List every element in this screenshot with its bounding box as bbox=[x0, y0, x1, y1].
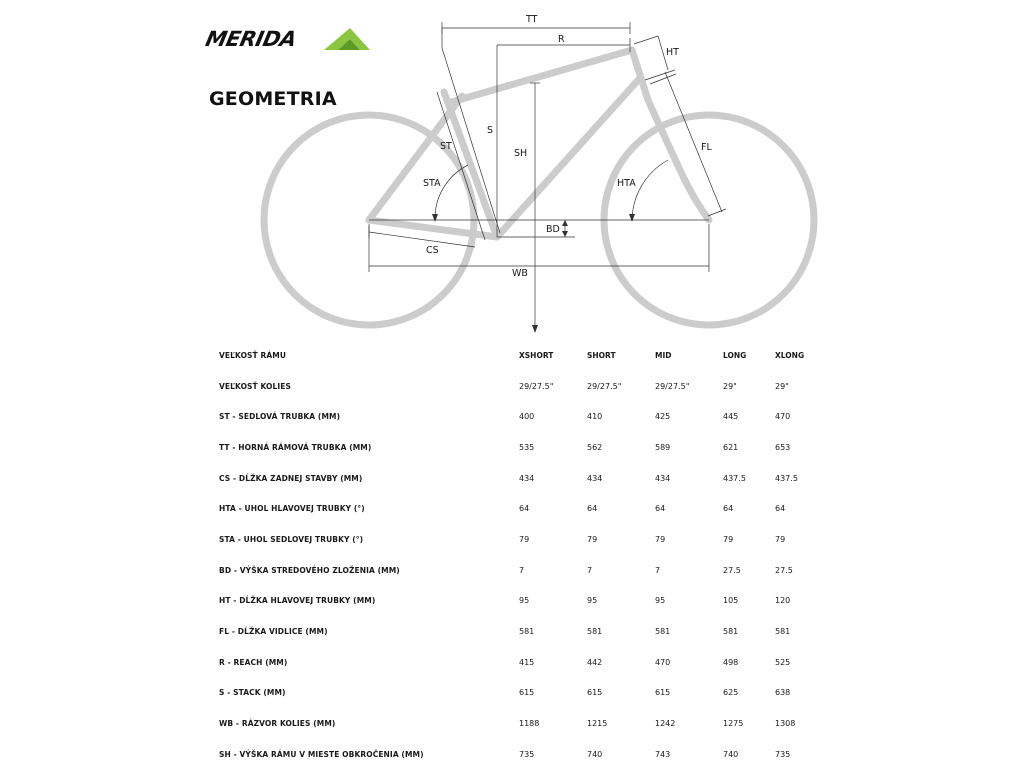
row-value: 581 bbox=[723, 627, 739, 637]
row-label: VEĽKOSŤ KOLIES bbox=[219, 381, 292, 391]
row-value: 1188 bbox=[519, 719, 540, 729]
row-value: 434 bbox=[519, 473, 535, 483]
row-value: 29" bbox=[723, 381, 737, 391]
row-value: 27.5 bbox=[723, 565, 741, 575]
row-value: 562 bbox=[587, 442, 603, 452]
table-row bbox=[219, 493, 825, 524]
row-value: 437.5 bbox=[723, 473, 746, 483]
row-value: 29" bbox=[775, 381, 789, 391]
label-hta: HTA bbox=[617, 178, 636, 189]
bike-geometry-diagram bbox=[0, 0, 1024, 345]
row-value: 79 bbox=[519, 534, 530, 544]
table-row bbox=[219, 586, 825, 617]
row-label: BD - VÝŠKA STREDOVÉHO ZLOŽENIA (MM) bbox=[219, 565, 400, 575]
row-label: S - STACK (MM) bbox=[219, 688, 286, 698]
row-value: 735 bbox=[519, 749, 535, 759]
row-value: 442 bbox=[587, 657, 603, 667]
row-value: 7 bbox=[519, 565, 525, 575]
row-value: 64 bbox=[587, 504, 598, 514]
row-value: 615 bbox=[655, 688, 671, 698]
table-row bbox=[219, 463, 825, 494]
row-label: SH - VÝŠKA RÁMU V MIESTE OBKROČENIA (MM) bbox=[219, 749, 424, 759]
header-size: MID bbox=[655, 350, 672, 360]
bike-frame bbox=[369, 50, 709, 237]
row-label: ST - SEDLOVÁ TRUBKA (MM) bbox=[219, 412, 341, 422]
row-value: 653 bbox=[775, 442, 791, 452]
row-value: 445 bbox=[723, 412, 739, 422]
label-s: S bbox=[487, 125, 494, 136]
row-value: 95 bbox=[519, 596, 530, 606]
row-value: 410 bbox=[587, 412, 603, 422]
row-value: 27.5 bbox=[775, 565, 793, 575]
row-value: 7 bbox=[655, 565, 661, 575]
header-size: XSHORT bbox=[519, 350, 554, 360]
header-label: VEĽKOSŤ RÁMU bbox=[219, 350, 287, 360]
row-value: 470 bbox=[655, 657, 671, 667]
table-row bbox=[219, 401, 825, 432]
row-value: 1242 bbox=[655, 719, 676, 729]
header-size: SHORT bbox=[587, 350, 616, 360]
row-value: 425 bbox=[655, 412, 671, 422]
row-value: 589 bbox=[655, 442, 671, 452]
label-sta: STA bbox=[423, 178, 441, 189]
row-value: 470 bbox=[775, 412, 791, 422]
row-value: 581 bbox=[519, 627, 535, 637]
row-label: STA - UHOL SEDLOVEJ TRUBKY (°) bbox=[219, 534, 364, 544]
row-value: 621 bbox=[723, 442, 739, 452]
row-value: 581 bbox=[775, 627, 791, 637]
header-size: XLONG bbox=[775, 350, 805, 360]
row-value: 1275 bbox=[723, 719, 744, 729]
row-value: 79 bbox=[655, 534, 666, 544]
row-value: 581 bbox=[587, 627, 603, 637]
row-value: 434 bbox=[655, 473, 671, 483]
row-label: HT - DĹŽKA HLAVOVEJ TRUBKY (MM) bbox=[219, 596, 376, 606]
row-value: 740 bbox=[587, 749, 603, 759]
row-value: 29/27.5" bbox=[587, 381, 622, 391]
row-value: 7 bbox=[587, 565, 593, 575]
header-size: LONG bbox=[723, 350, 747, 360]
row-value: 525 bbox=[775, 657, 791, 667]
label-ht: HT bbox=[666, 47, 679, 58]
row-value: 120 bbox=[775, 596, 791, 606]
row-value: 615 bbox=[519, 688, 535, 698]
label-cs: CS bbox=[426, 245, 439, 256]
row-value: 625 bbox=[723, 688, 739, 698]
row-label: R - REACH (MM) bbox=[219, 657, 288, 667]
row-value: 95 bbox=[587, 596, 598, 606]
geometry-table bbox=[219, 340, 825, 770]
table-row bbox=[219, 555, 825, 586]
row-value: 64 bbox=[655, 504, 666, 514]
table-row bbox=[219, 371, 825, 402]
label-r: R bbox=[558, 34, 565, 45]
table-row bbox=[219, 708, 825, 739]
row-value: 105 bbox=[723, 596, 739, 606]
row-value: 498 bbox=[723, 657, 739, 667]
row-value: 400 bbox=[519, 412, 535, 422]
brand-name: MERIDA bbox=[203, 27, 299, 51]
row-value: 437.5 bbox=[775, 473, 798, 483]
row-value: 64 bbox=[775, 504, 786, 514]
label-st: ST bbox=[440, 141, 452, 152]
label-bd: BD bbox=[546, 224, 560, 235]
row-value: 79 bbox=[587, 534, 598, 544]
row-label: CS - DĹŽKA ZADNEJ STAVBY (MM) bbox=[219, 473, 363, 483]
row-label: TT - HORNÁ RÁMOVÁ TRUBKA (MM) bbox=[219, 442, 372, 452]
label-tt: TT bbox=[526, 14, 538, 25]
row-value: 434 bbox=[587, 473, 603, 483]
table-row bbox=[219, 739, 825, 770]
row-value: 1215 bbox=[587, 719, 608, 729]
page-title: GEOMETRIA bbox=[209, 88, 337, 110]
row-value: 79 bbox=[775, 534, 786, 544]
table-row bbox=[219, 647, 825, 678]
label-fl: FL bbox=[701, 142, 712, 153]
label-wb: WB bbox=[512, 268, 528, 279]
row-value: 415 bbox=[519, 657, 535, 667]
label-sh: SH bbox=[514, 148, 528, 159]
row-value: 29/27.5" bbox=[655, 381, 690, 391]
table-row bbox=[219, 524, 825, 555]
row-value: 735 bbox=[775, 749, 791, 759]
table-header-row bbox=[219, 340, 825, 371]
row-value: 535 bbox=[519, 442, 535, 452]
row-value: 64 bbox=[519, 504, 530, 514]
row-value: 95 bbox=[655, 596, 666, 606]
row-label: WB - RÁZVOR KOLIES (MM) bbox=[219, 719, 336, 729]
row-value: 740 bbox=[723, 749, 739, 759]
row-value: 1308 bbox=[775, 719, 796, 729]
row-value: 29/27.5" bbox=[519, 381, 554, 391]
row-label: FL - DĹŽKA VIDLICE (MM) bbox=[219, 627, 328, 637]
row-label: HTA - UHOL HLAVOVEJ TRUBKY (°) bbox=[219, 504, 365, 514]
table-row bbox=[219, 678, 825, 709]
row-value: 64 bbox=[723, 504, 734, 514]
row-value: 638 bbox=[775, 688, 791, 698]
row-value: 615 bbox=[587, 688, 603, 698]
table-row bbox=[219, 616, 825, 647]
row-value: 743 bbox=[655, 749, 671, 759]
row-value: 581 bbox=[655, 627, 671, 637]
row-value: 79 bbox=[723, 534, 734, 544]
table-row bbox=[219, 432, 825, 463]
